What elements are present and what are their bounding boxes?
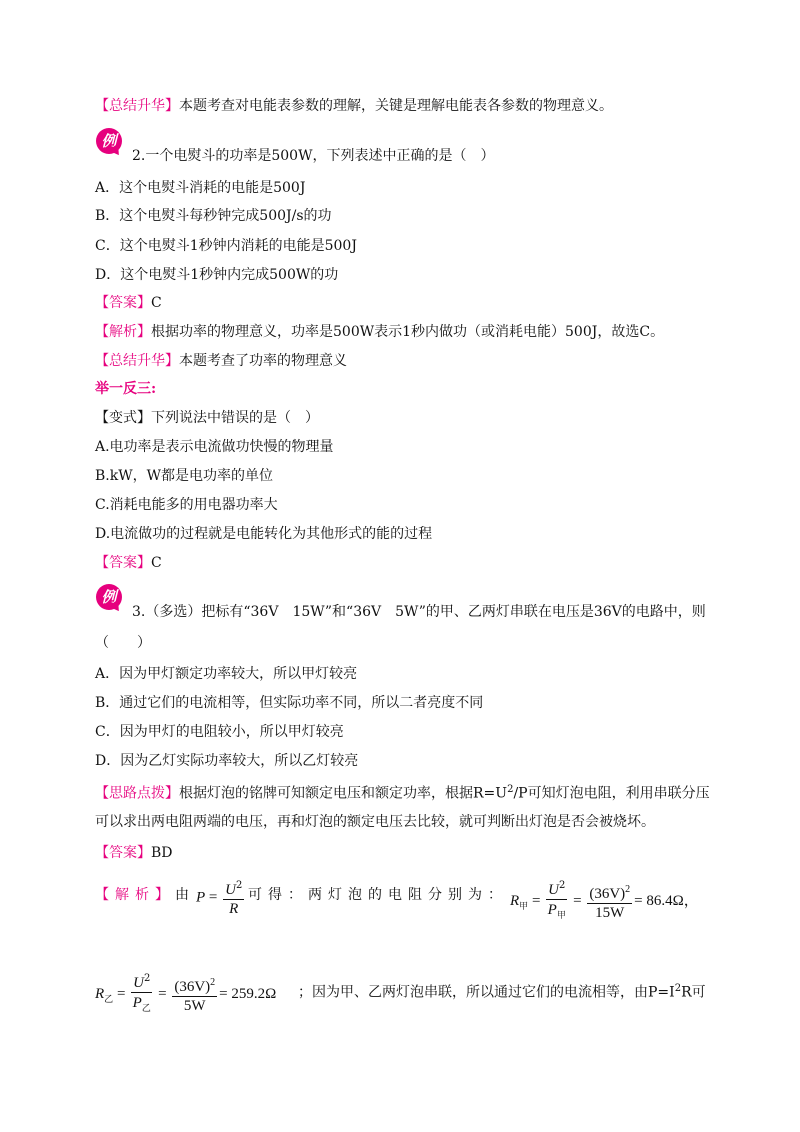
answer-value: BD — [151, 845, 173, 861]
exponent: 2 — [210, 976, 216, 988]
hint-sup: 2 — [507, 784, 514, 795]
ex2-option-c: C．这个电熨斗1秒钟内消耗的电能是500J — [95, 238, 357, 254]
formula-lhs: R — [510, 893, 520, 909]
ex2-answer — [95, 293, 162, 313]
exponent: 2 — [235, 880, 243, 891]
answer-value: C — [151, 555, 162, 571]
summary-text: 本题考查了功率的物理意义 — [179, 353, 347, 369]
fraction — [546, 877, 567, 925]
formula-power: P = $\frac{U^2}{R}$ — [196, 877, 246, 918]
ex3-analysis-last — [298, 979, 706, 1003]
ex3-hint-line1 — [95, 780, 710, 804]
question-3-line2: （ ） — [95, 635, 151, 651]
fraction-num: (36V) — [174, 978, 211, 995]
fraction — [223, 877, 244, 918]
last-text-a: ；因为甲、乙两灯泡串联，所以通过它们的电流相等，由P=I — [298, 984, 675, 1001]
formula-result: = 86.4Ω， — [634, 893, 699, 909]
fraction-num: U — [133, 975, 144, 991]
formula-r-yi: $R_乙$ = $\frac{U^2}{P_乙}$ = $\frac{(36V)^2}{5W}$ = 259.2Ω — [95, 970, 276, 1018]
practice-heading: 举一反三: — [95, 381, 157, 397]
ex2-option-b: B．这个电熨斗每秒钟完成500J/s的功 — [95, 208, 332, 224]
analysis-tag: 【解析】 — [95, 324, 151, 340]
question-2: 2.一个电熨斗的功率是500W，下列表述中正确的是（ ） — [132, 148, 495, 164]
fraction-num: U — [225, 882, 236, 898]
formula-lhs-sub: 甲 — [519, 902, 529, 912]
ex3-option-d: D．因为乙灯实际功率较大，所以乙灯较亮 — [95, 753, 359, 769]
example-badge-icon: 例 — [96, 584, 122, 610]
summary-line — [95, 96, 613, 116]
fraction-den: R — [229, 901, 239, 917]
variant-answer — [95, 553, 162, 573]
ex2-option-d: D．这个电熨斗1秒钟内完成500W的功 — [95, 267, 339, 283]
fraction — [587, 881, 632, 922]
fraction-num: (36V) — [589, 885, 626, 902]
fraction-den-sub: 甲 — [556, 911, 566, 921]
variant-option-d: D.电流做功的过程就是电能转化为其他形式的能的过程 — [95, 526, 433, 542]
formula-lhs-sub: 乙 — [104, 995, 114, 1005]
analysis-tag: 【解析】 — [95, 887, 175, 903]
example-badge-icon: 例 — [96, 128, 122, 154]
ex2-summary — [95, 351, 347, 371]
formula-r-jia: $R_甲$ = $\frac{U^2}{P_甲}$ = $\frac{(36V)^2}{15W}$ = 86.4Ω， — [510, 877, 699, 925]
ex2-option-a: A．这个电熨斗消耗的电能是500J — [95, 180, 306, 196]
ex3-answer — [95, 843, 173, 863]
question-3-line1: 3.（多选）把标有“36V 15W”和“36V 5W”的甲、乙两灯串联在电压是36V的电路中，则 — [132, 604, 706, 620]
ex3-analysis-line1 — [95, 885, 195, 905]
fraction-den: P — [132, 995, 142, 1011]
analysis-text: 根据功率的物理意义，功率是500W表示1秒内做功（或消耗电能）500J，故选C。 — [151, 324, 665, 340]
summary-tag: 【总结升华】 — [95, 353, 179, 369]
fraction-den: P — [547, 902, 557, 918]
hint-tag: 【思路点拨】 — [95, 785, 179, 802]
variant-text: 下列说法中错误的是（ ） — [151, 410, 319, 426]
exponent: 2 — [559, 880, 566, 891]
fraction-den-sub: 乙 — [141, 1004, 151, 1014]
variant-option-a: A.电功率是表示电流做功快慢的物理量 — [95, 439, 334, 455]
last-text-b: R可 — [681, 984, 706, 1001]
variant-option-c: C.消耗电能多的用电器功率大 — [95, 497, 278, 513]
exponent: 2 — [144, 973, 151, 984]
variant-question — [95, 408, 319, 428]
formula-result: = 259.2Ω — [219, 986, 277, 1002]
variant-option-b: B.kW，W都是电功率的单位 — [95, 468, 274, 484]
variant-tag: 【变式】 — [95, 410, 151, 426]
analysis-text-a: 由 — [175, 887, 195, 903]
ex2-analysis — [95, 322, 664, 342]
answer-tag: 【答案】 — [95, 845, 151, 861]
ex3-option-b: B．通过它们的电流相等，但实际功率不同，所以二者亮度不同 — [95, 695, 484, 711]
answer-value: C — [151, 295, 162, 311]
fraction — [131, 970, 152, 1018]
ex3-option-a: A．因为甲灯额定功率较大，所以甲灯较亮 — [95, 666, 358, 682]
summary-text: 本题考查对电能表参数的理解，关键是理解电能表各参数的物理意义。 — [179, 98, 613, 114]
fraction-den: 5W — [183, 997, 206, 1014]
ex3-hint-line2: 可以求出两电阻两端的电压，再和灯泡的额定电压去比较，就可判断出灯泡是否会被烧坏。 — [95, 814, 655, 830]
formula-lhs: P — [196, 889, 206, 906]
summary-tag: 【总结升华】 — [95, 98, 179, 114]
ex3-option-c: C．因为甲灯的电阻较小，所以甲灯较亮 — [95, 724, 344, 740]
fraction-den: 15W — [595, 904, 625, 921]
hint-text-b: /P可知灯泡电阻，利用串联分压 — [513, 785, 710, 802]
last-sup: 2 — [674, 983, 682, 994]
fraction-num: U — [548, 882, 559, 898]
formula-lhs: R — [95, 986, 105, 1002]
fraction — [172, 974, 217, 1015]
exponent: 2 — [625, 883, 631, 895]
hint-text-a: 根据灯泡的铭牌可知额定电压和额定功率，根据R=U — [179, 785, 508, 802]
analysis-text-b: 可得：两灯泡的电阻分别为： — [248, 887, 508, 903]
answer-tag: 【答案】 — [95, 295, 151, 311]
answer-tag: 【答案】 — [95, 555, 151, 571]
